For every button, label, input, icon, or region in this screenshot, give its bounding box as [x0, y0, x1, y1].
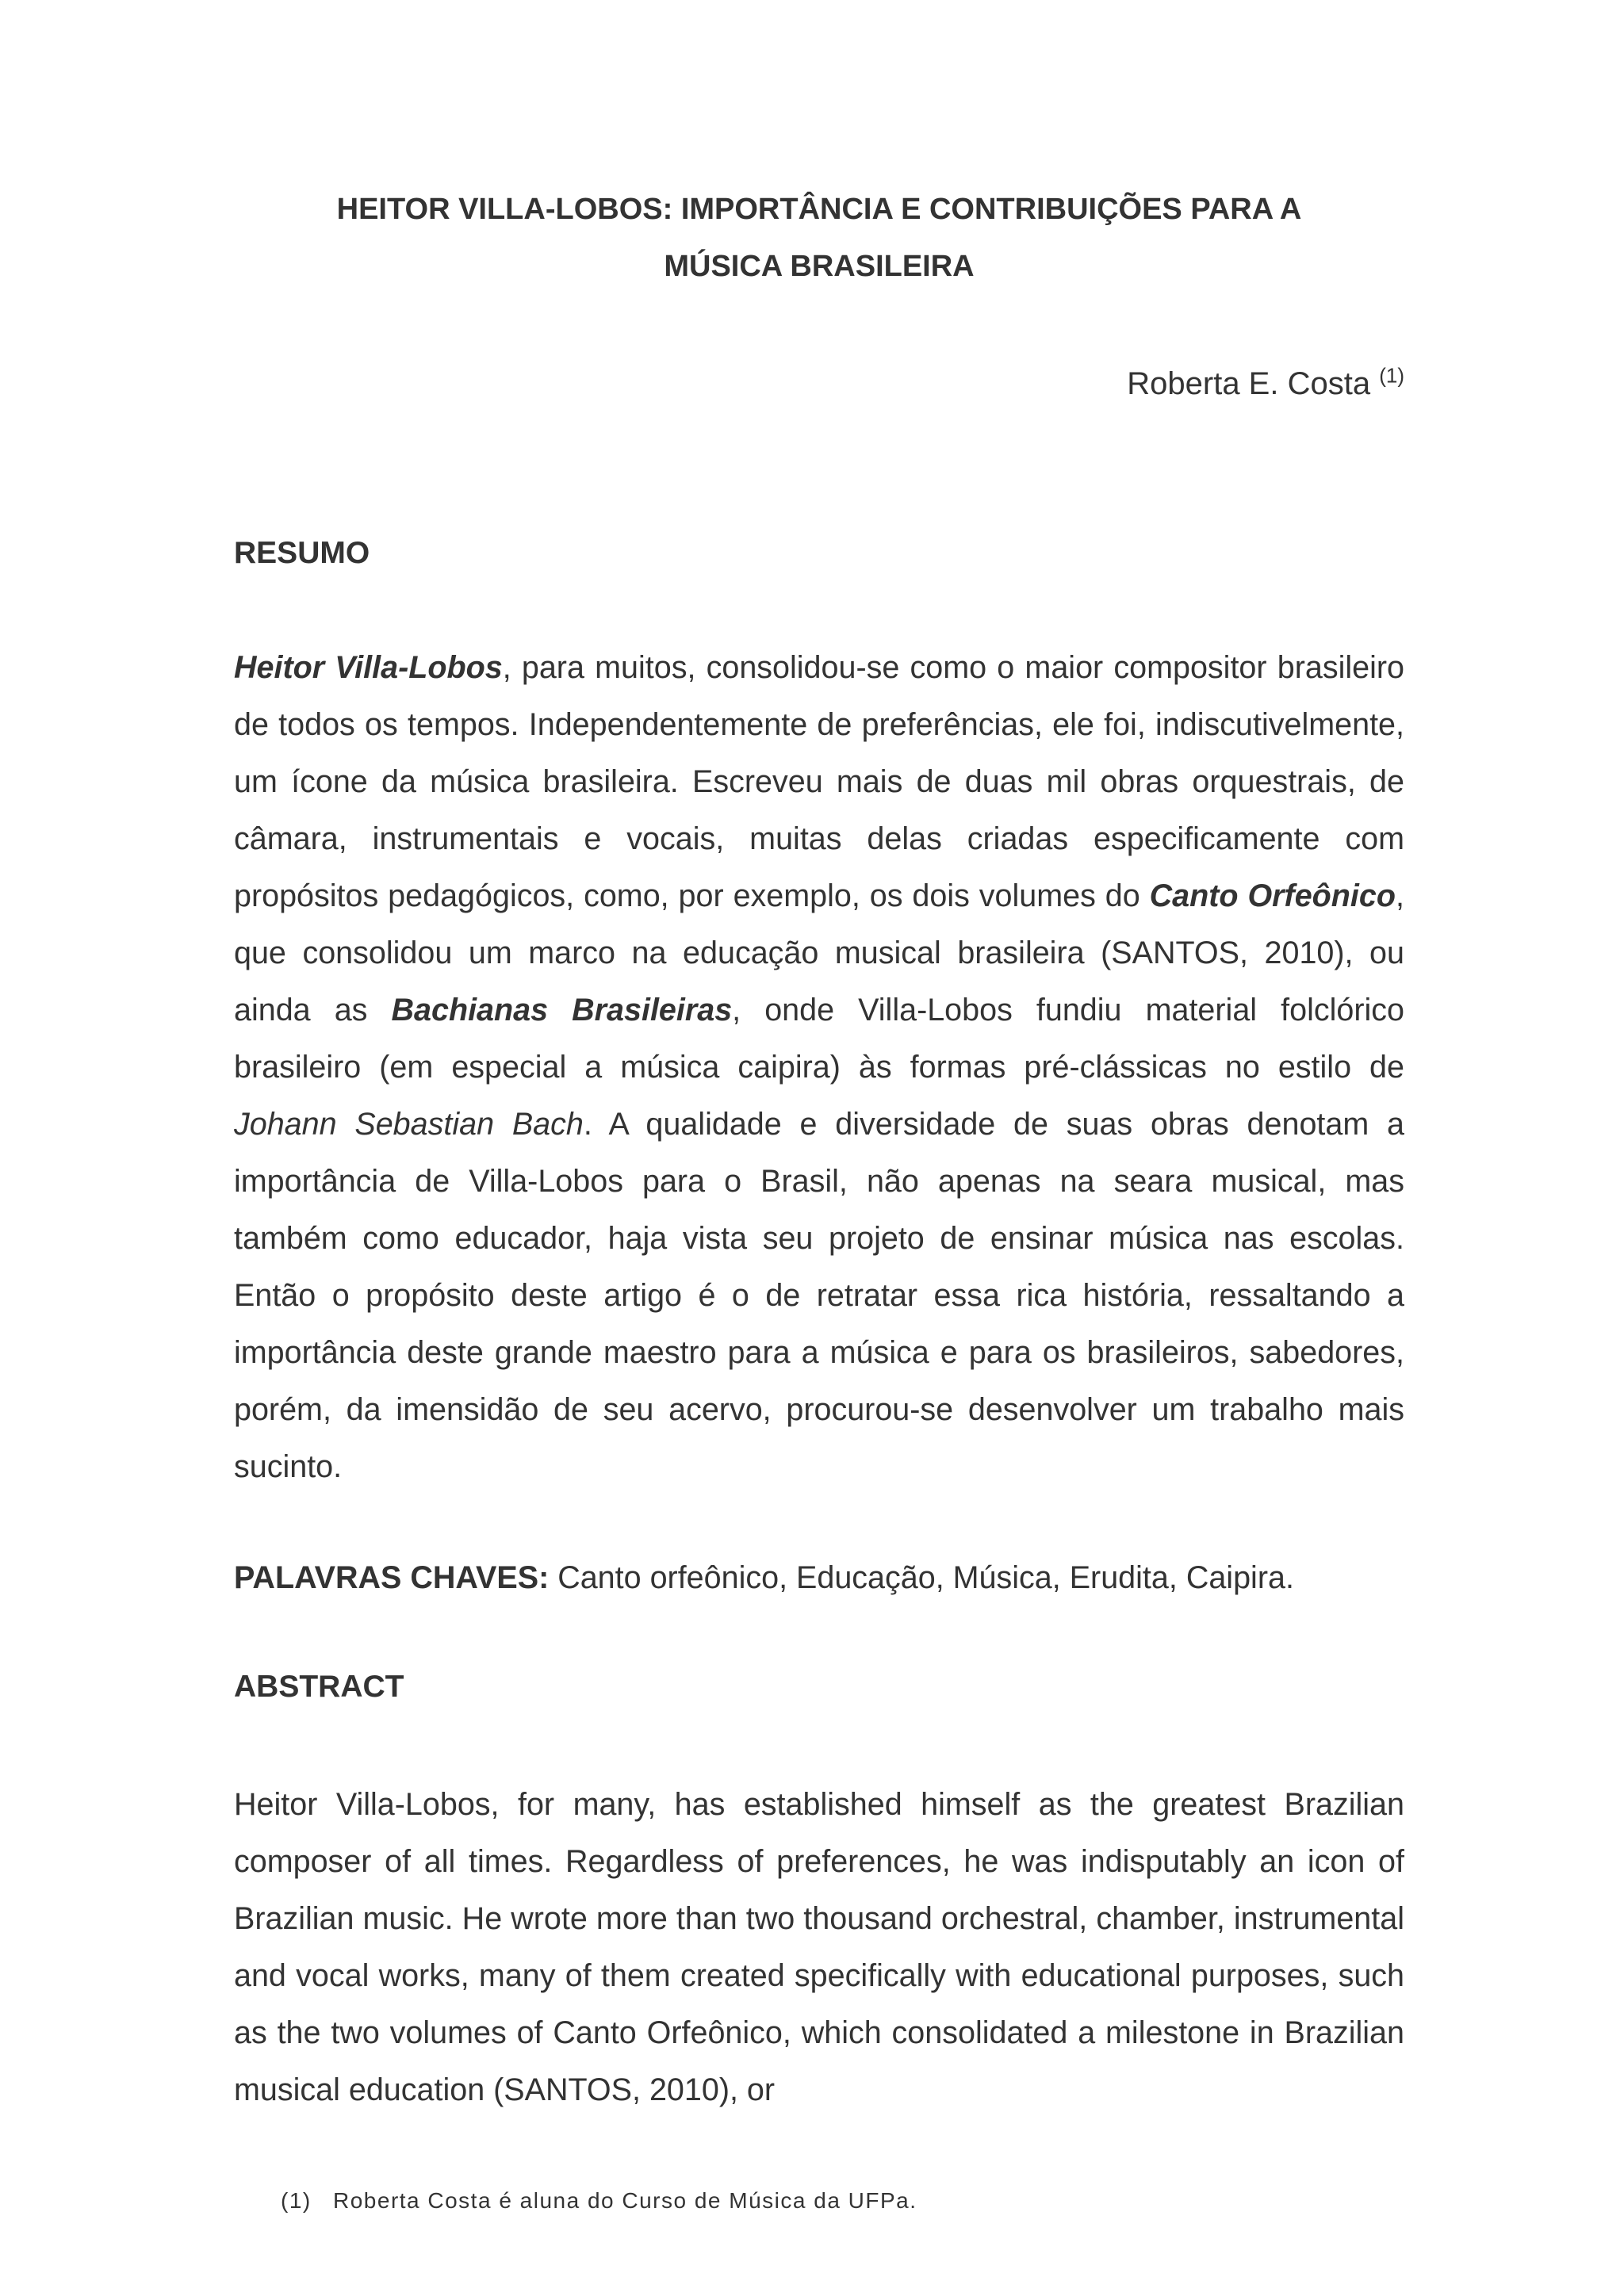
title-line-2: MÚSICA BRASILEIRA	[664, 250, 975, 283]
resumo-work-bachianas: Bachianas Brasileiras	[391, 993, 733, 1027]
resumo-text-2: , que consolidou um marco na educação musical brasileira (SANTOS, 2010), ou ainda as	[234, 878, 1404, 1027]
resumo-text-1: , para muitos, consolidou-se como o maior compositor brasileiro de todos os tempos. Independentemente de preferências, ele foi, indiscutivelmente, um ícone da música brasileira. Escreveu mais de duas mil obras orquestrais, de câmara, instrumentais e vocais, muitas delas criadas especificamente com propósitos pedagógicos, como, por exemplo, os dois volumes do	[234, 650, 1404, 913]
keywords-line	[234, 1549, 1404, 1606]
resumo-text-4: . A qualidade e diversidade de suas obras denotam a importância de Villa-Lobos para o Brasil, não apenas na seara musical, mas também como educador, haja vista seu projeto de ensinar música nas escolas. Então o propósito deste artigo é o de retratar essa rica história, ressaltando a importância deste grande maestro para a música e para os brasileiros, sabedores, porém, da imensidão de seu acervo, procurou-se desenvolver um trabalho mais sucinto.	[234, 1107, 1405, 1484]
footnote-number: (1)	[281, 2188, 312, 2213]
author-footnote-ref: (1)	[1379, 363, 1404, 388]
footnote	[281, 2182, 917, 2220]
resumo-work-canto-orfeonico: Canto Orfeônico	[1149, 878, 1396, 913]
document-title	[234, 181, 1404, 295]
author-name: Roberta E. Costa	[1127, 366, 1371, 401]
footnote-text: Roberta Costa é aluna do Curso de Música da UFPa.	[333, 2188, 917, 2213]
resumo-text-3: , onde Villa-Lobos fundiu material folclórico brasileiro (em especial a música caipira) às formas pré-clássicas no estilo de	[234, 993, 1404, 1085]
author-line	[1127, 362, 1404, 406]
abstract-paragraph: Heitor Villa-Lobos, for many, has established himself as the greatest Brazilian composer of all times. Regardless of preferences, he was indisputably an icon of Brazilian music. He wrote more than two thousand orchestral, chamber, instrumental and vocal works, many of them created specifically with educational purposes, such as the two volumes of Canto Orfeônico, which consolidated a milestone in Brazilian musical education (SANTOS, 2010), or	[234, 1787, 1404, 2107]
resumo-composer-name: Heitor Villa-Lobos	[234, 650, 503, 685]
resumo-heading: RESUMO	[234, 536, 370, 570]
title-line-1: HEITOR VILLA-LOBOS: IMPORTÂNCIA E CONTRIBUIÇÕES PARA A	[336, 193, 1302, 226]
keywords-label: PALAVRAS CHAVES:	[234, 1560, 550, 1595]
keywords-text: Canto orfeônico, Educação, Música, Erudita, Caipira.	[549, 1560, 1294, 1595]
resumo-bach-name: Johann Sebastian Bach	[234, 1107, 584, 1142]
resumo-paragraph	[234, 639, 1404, 1495]
abstract-heading: ABSTRACT	[234, 1670, 404, 1704]
